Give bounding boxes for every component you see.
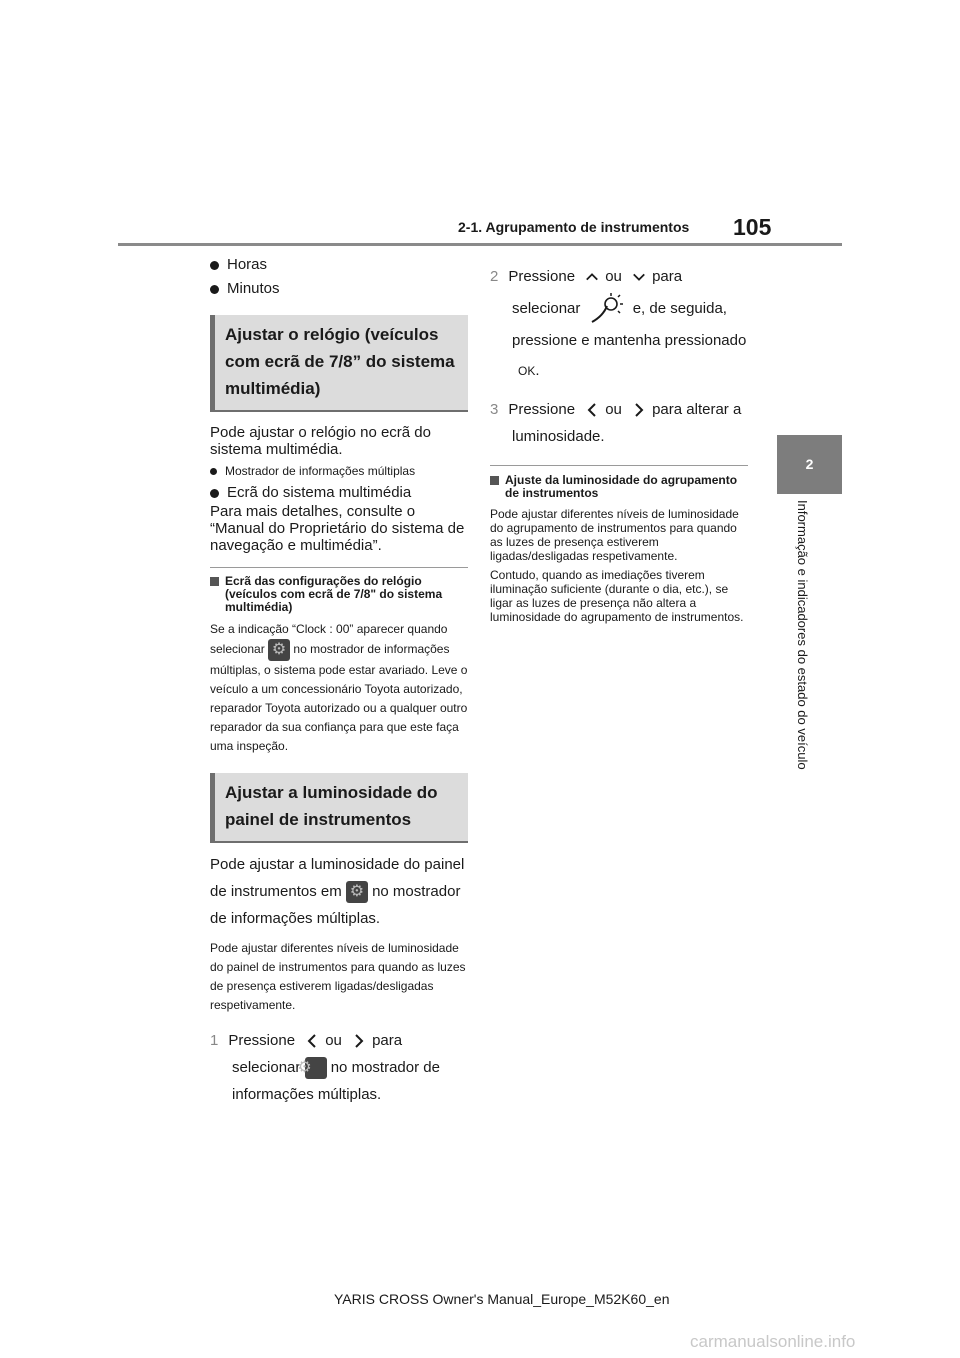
- note-text: Pode ajustar diferentes níveis de luminosidade do painel de instrumentos para quando as luzes de presença estiverem ligadas/desligadas respetivamente.: [210, 941, 466, 1012]
- bullet-icon: [210, 468, 217, 475]
- chapter-tab: 2: [777, 435, 842, 494]
- note-heading-text: Ajuste da luminosidade do agrupamento de instrumentos: [505, 473, 738, 500]
- bullet-icon: [210, 489, 219, 498]
- list-item: [210, 256, 468, 273]
- step-text: ou: [605, 401, 622, 418]
- chevron-right-icon: [352, 1033, 366, 1049]
- left-column: [210, 256, 468, 1108]
- brightness-icon: [589, 292, 625, 326]
- chapter-label: [794, 500, 816, 830]
- list-item-text: Horas: [227, 256, 268, 273]
- step-text: para alterar a luminosidade.: [512, 401, 742, 445]
- list-item: [210, 484, 468, 501]
- list-item-text: Ecrã do sistema multimédia: [227, 484, 412, 501]
- section-heading: Ajustar a luminosidade do painel de instrumentos: [210, 773, 468, 843]
- chapter-label-text: Informação e indicadores do estado do veículo: [795, 500, 810, 770]
- square-bullet-icon: [490, 476, 499, 485]
- step-number: 3: [490, 401, 499, 418]
- chevron-up-icon: [585, 269, 599, 285]
- paragraph-part: Pode ajustar a luminosidade do painel de instrumentos em: [210, 856, 465, 900]
- paragraph-part: no mostrador de informações múltiplas.: [210, 883, 461, 927]
- list-item: [210, 280, 468, 297]
- note-heading: [210, 575, 468, 614]
- step-number: 1: [210, 1032, 219, 1049]
- list-item-text: Minutos: [227, 280, 280, 297]
- note-text: Pode ajustar diferentes níveis de luminosidade do agrupamento de instrumentos para quando as luzes de presença estiverem ligadas/desligadas respetivamente.: [490, 507, 739, 563]
- footer-text: YARIS CROSS Owner's Manual_Europe_M52K60_en: [334, 1291, 670, 1307]
- divider: [490, 465, 748, 466]
- ok-button-label: OK: [518, 364, 536, 378]
- list-item: [210, 464, 468, 478]
- step-text: para selecionar: [512, 268, 683, 317]
- watermark: carmanualsonline.info: [690, 1332, 856, 1351]
- step-2: 2 Pressione ou para selecionar e, de seguida, pressione e mantenha pressionado OK.: [490, 268, 747, 379]
- chevron-left-icon: [305, 1033, 319, 1049]
- header-rule: [118, 243, 842, 246]
- chevron-left-icon: [585, 402, 599, 418]
- step-text: ou: [605, 268, 622, 285]
- right-column: [490, 262, 748, 624]
- note-text-part: no mostrador de informações múltiplas, o sistema pode estar avariado. Leve o veículo a um concessionário Toyota autorizado, reparador Toyota autorizado ou a qualquer outro reparador da sua confiança para que este faça uma inspeção.: [210, 642, 468, 753]
- step-text: e, de seguida, pressione e mantenha pressionado: [512, 299, 747, 349]
- step-text: no mostrador de informações múltiplas.: [232, 1059, 440, 1103]
- step-text: Pressione: [508, 268, 576, 285]
- list-item-text: Mostrador de informações múltiplas: [225, 464, 416, 478]
- paragraph: [210, 851, 468, 932]
- step-1: [210, 1027, 468, 1108]
- step-text: para selecionar: [232, 1032, 403, 1076]
- note-text: Contudo, quando as imediações tiverem iluminação suficiente (durante o dia, etc.), se ligar as luzes de presença não altera a luminosidade do agrupamento de instrumentos.: [490, 568, 744, 624]
- bullet-icon: [210, 261, 219, 270]
- paragraph: Pode ajustar o relógio no ecrã do sistema multimédia.: [210, 424, 431, 458]
- square-bullet-icon: [210, 577, 219, 586]
- bullet-icon: [210, 285, 219, 294]
- step-3: [490, 396, 748, 450]
- gear-icon: [305, 1057, 327, 1079]
- paragraph: Para mais detalhes, consulte o “Manual do Proprietário do sistema de navegação e multimédia”.: [210, 503, 465, 554]
- chevron-right-icon: [632, 402, 646, 418]
- page-number: 105: [733, 214, 772, 240]
- chevron-down-icon: [632, 269, 646, 285]
- note-text: [210, 620, 468, 756]
- note-text-part: Se a indicação “Clock : 00” aparecer quando selecionar: [210, 622, 448, 657]
- gear-icon: [346, 881, 368, 903]
- note-heading: [490, 474, 748, 500]
- gear-icon: [268, 639, 290, 661]
- section-heading: Ajustar o relógio (veículos com ecrã de 7/8” do sistema multimédia): [210, 315, 468, 412]
- section-title: 2-1. Agrupamento de instrumentos: [458, 219, 690, 235]
- step-text: Pressione: [228, 1032, 296, 1049]
- step-number: 2: [490, 268, 499, 285]
- note-heading-text: Ecrã das configurações do relógio (veículos com ecrã de 7/8" do sistema multimédia): [225, 574, 443, 614]
- step-text: ou: [325, 1032, 342, 1049]
- step-text: Pressione: [508, 401, 576, 418]
- divider: [210, 567, 468, 568]
